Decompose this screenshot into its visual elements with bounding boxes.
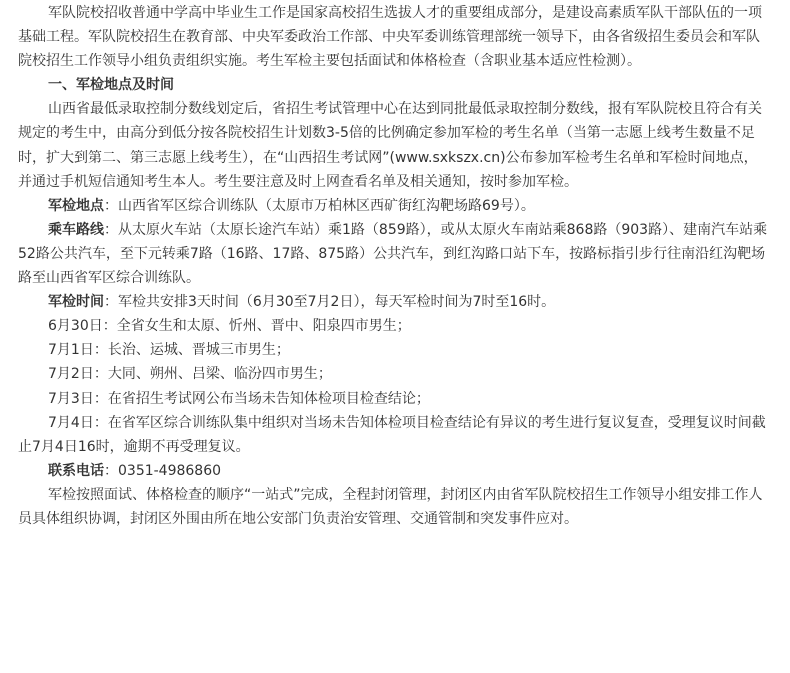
section-body-paragraph: 山西省最低录取控制分数线划定后，省招生考试管理中心在达到同批最低录取控制分数线，报有军队院校且符合有关规定的考生中，由高分到低分按各院校招生计划数3-5倍的比例确定参加军检的考生名单（当第一志愿上线考生数量不足时，扩大到第二、第三志愿上线考生），在“山西招生考试网”(www.sxkszx.cn)公布参加军检考生名单和军检时间地点，并通过手机短信通知考生本人。考生要注意及时上网查看名单及相关通知，按时参加军检。	[18, 101, 762, 190]
schedule-item: 7月3日：在省招生考试网公布当场未告知体检项目检查结论；	[48, 390, 430, 407]
time-paragraph	[18, 290, 770, 314]
location-paragraph	[18, 194, 770, 218]
time-text: ：军检共安排3天时间（6月30至7月2日），每天军检时间为7时至16时。	[104, 294, 556, 311]
location-text: ：山西省军区综合训练队（太原市万柏林区西矿街红沟靶场路69号）。	[104, 197, 535, 214]
route-label: 乘车路线	[48, 221, 104, 238]
phone-label: 联系电话	[48, 462, 104, 479]
schedule-item: 7月1日：长治、运城、晋城三市男生；	[48, 342, 290, 359]
intro-paragraph: 军队院校招收普通中学高中毕业生工作是国家高校招生选拔人才的重要组成部分，是建设高素质军队干部队伍的一项基础工程。军队院校招生在教育部、中央军委政治工作部、中央军委训练管理部统一领导下，由各省级招生委员会和军队院校招生工作领导小组负责组织实施。考生军检主要包括面试和体格检查（含职业基本适应性检测）。	[18, 5, 762, 70]
schedule-item: 7月2日：大同、朔州、吕梁、临汾四市男生；	[48, 366, 332, 383]
schedule-item: 7月4日：在省军区综合训练队集中组织对当场未告知体检项目检查结论有异议的考生进行复议复查，受理复议时间截止7月4日16时，逾期不再受理复议。	[18, 414, 766, 455]
article-body	[0, 1, 790, 673]
schedule-item: 6月30日：全省女生和太原、忻州、晋中、阳泉四市男生；	[48, 318, 411, 335]
time-label: 军检时间	[48, 294, 104, 311]
phone-number: ：0351-4986860	[104, 462, 222, 479]
route-paragraph	[18, 218, 770, 290]
location-label: 军检地点	[48, 197, 104, 214]
route-text: ：从太原火车站（太原长途汽车站）乘1路（859路），或从太原火车南站乘868路（903路）、建南汽车站乘52路公共汽车，至下元转乘7路（16路、17路、875路）公共汽车，到红沟路口站下车，按路标指引步行往南沿红沟靶场路至山西省军区综合训练队。	[18, 221, 768, 287]
section-heading: 一、军检地点及时间	[48, 77, 174, 94]
closing-paragraph: 军检按照面试、体格检查的顺序“一站式”完成，全程封闭管理，封闭区内由省军队院校招生工作领导小组安排工作人员具体组织协调，封闭区外围由所在地公安部门负责治安管理、交通管制和突发事件应对。	[18, 486, 763, 527]
phone-paragraph	[18, 459, 770, 483]
